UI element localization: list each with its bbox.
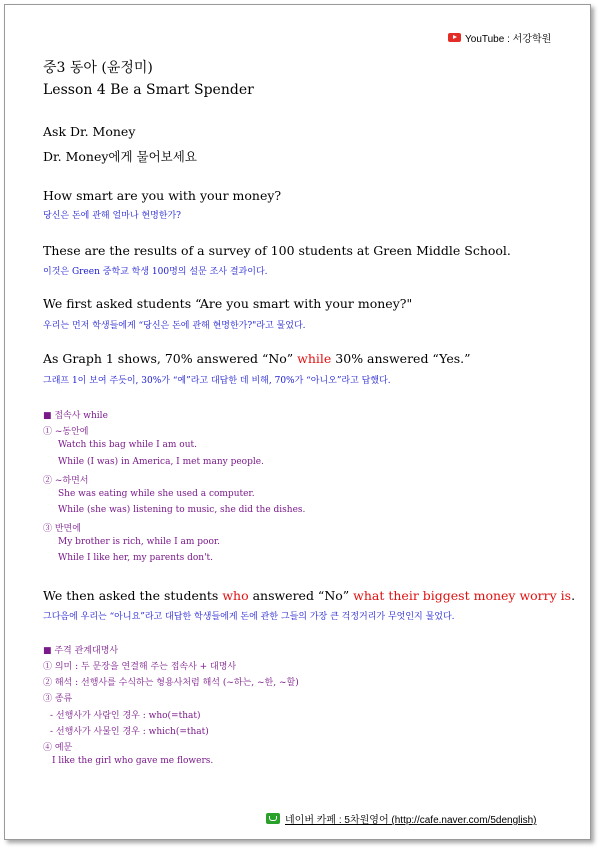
- sentence-1-en: How smart are you with your money?: [43, 188, 282, 203]
- note-relative-line: ① 의미 : 두 문장을 연결해 주는 접속사 + 대명사: [43, 662, 237, 672]
- sentence-4-highlight: while: [297, 351, 332, 366]
- sentence-5-part-b: answered “No”: [248, 588, 354, 603]
- note-relative-heading: ■ 주격 관계대명사: [43, 646, 119, 656]
- sentence-4-part-a: As Graph 1 shows, 70% answered “No”: [43, 351, 298, 366]
- naver-cafe-link[interactable]: [266, 811, 536, 826]
- sentence-5-en: [43, 588, 575, 603]
- title-line2: Lesson 4 Be a Smart Spender: [43, 82, 254, 98]
- sentence-5-highlight-who: who: [222, 588, 249, 603]
- note-while-line: While (she was) listening to music, she did the dishes.: [58, 505, 306, 515]
- sentence-4-part-b: 30% answered “Yes.”: [331, 351, 471, 366]
- title-line1: 중3 동아 (윤정미): [43, 60, 153, 76]
- note-while-line: While I like her, my parents don't.: [58, 553, 214, 563]
- note-while-line: While (I was) in America, I met many people.: [58, 457, 264, 467]
- sentence-1-ko: 당신은 돈에 관해 얼마나 현명한가?: [43, 211, 181, 221]
- sentence-3-ko: 우리는 먼저 학생들에게 “당신은 돈에 관해 현명한가?"라고 물었다.: [43, 321, 306, 331]
- note-relative-line: ④ 예문: [43, 743, 73, 753]
- youtube-channel-link[interactable]: [448, 30, 551, 45]
- cafe-label: 네이버 카페 : 5차원영어 (http://cafe.naver.com/5denglish): [285, 815, 537, 826]
- sentence-5-part-a: We then asked the students: [43, 588, 223, 603]
- sentence-4-ko: 그래프 1이 보여 주듯이, 30%가 “예”라고 대답한 데 비해, 70%가 “아니오”라고 답했다.: [43, 376, 391, 386]
- sentence-2-en: These are the results of a survey of 100 students at Green Middle School.: [43, 243, 511, 258]
- note-relative-line: ② 해석 : 선행사를 수식하는 형용사처럼 해석 (~하는, ~한, ~할): [43, 678, 299, 688]
- sentence-2-ko: 이것은 Green 중학교 학생 100명의 설문 조사 결과이다.: [43, 267, 268, 277]
- note-relative-line: I like the girl who gave me flowers.: [52, 756, 214, 766]
- sentence-4-en: [43, 351, 471, 366]
- note-while-heading: ■ 접속사 while: [43, 411, 108, 421]
- note-relative-line: - 선행사가 사물인 경우 : which(=that): [50, 727, 209, 737]
- youtube-label: YouTube : 서강학원: [465, 34, 552, 45]
- subtitle-ko: Dr. Money에게 물어보세요: [43, 149, 197, 164]
- note-while-line: She was eating while she used a computer.: [58, 489, 255, 499]
- sentence-3-en: We first asked students “Are you smart with your money?": [43, 296, 413, 311]
- sentence-5-ko: 그다음에 우리는 “아니요”라고 대답한 학생들에게 돈에 관한 그들의 가장 큰 걱정거리가 무엇인지 물었다.: [43, 612, 455, 622]
- note-relative-line: - 선행사가 사람인 경우 : who(=that): [50, 711, 201, 721]
- sentence-5-part-c: .: [571, 588, 576, 603]
- note-while-line: My brother is rich, while I am poor.: [58, 537, 221, 547]
- note-relative-line: ③ 종류: [43, 694, 73, 704]
- cafe-icon: [266, 813, 280, 824]
- youtube-icon: [448, 33, 461, 42]
- note-while-line: ① ~동안에: [43, 427, 89, 437]
- note-while-line: ③ 반면에: [43, 524, 81, 534]
- note-while-line: Watch this bag while I am out.: [58, 440, 197, 450]
- note-while-line: ② ~하면서: [43, 476, 89, 486]
- subtitle-en: Ask Dr. Money: [43, 124, 136, 139]
- sentence-5-highlight-clause: what their biggest money worry is: [353, 588, 572, 603]
